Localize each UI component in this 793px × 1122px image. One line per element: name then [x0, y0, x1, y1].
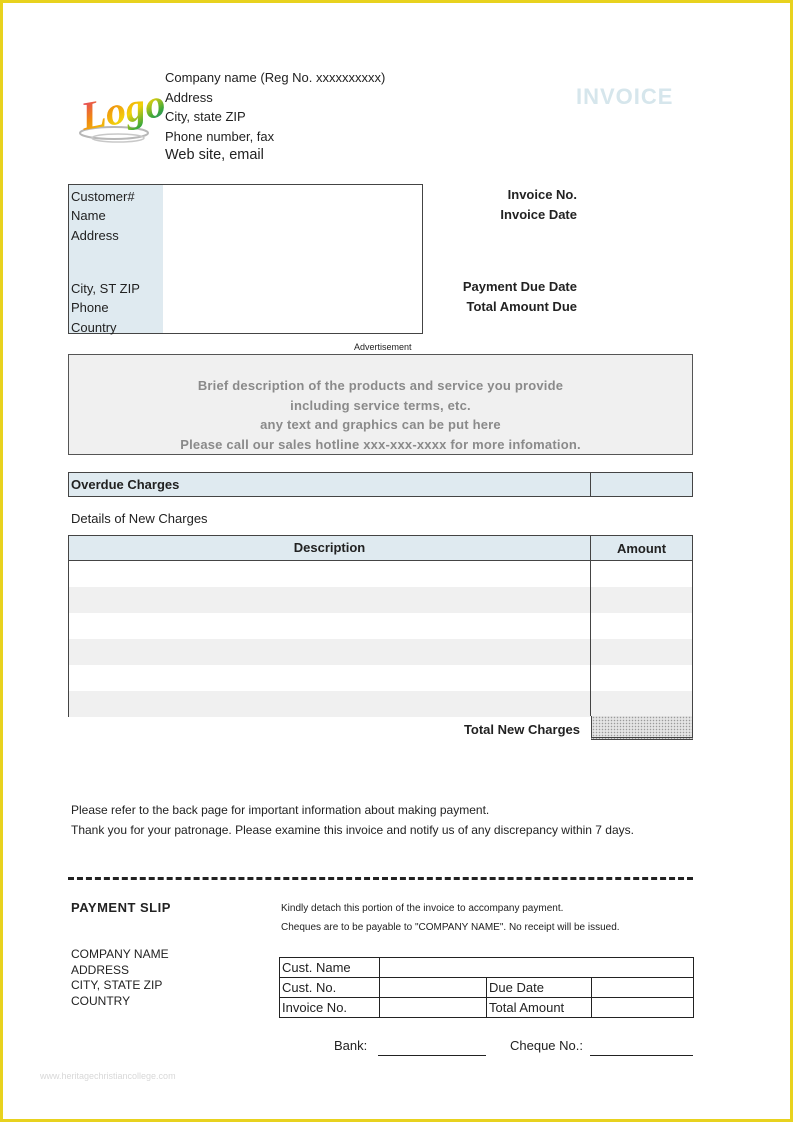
payment-due-date-label: Payment Due Date — [462, 279, 577, 294]
customer-name-label: Name — [71, 208, 106, 223]
table-row — [69, 613, 692, 639]
slip-instruction: Kindly detach this portion of the invoice to accompany payment. — [281, 903, 564, 914]
cust-no-field[interactable] — [380, 978, 487, 998]
customer-country-label: Country — [71, 320, 117, 335]
slip-company-country: COUNTRY — [71, 993, 131, 1008]
table-row — [69, 639, 692, 665]
customer-number-label: Customer# — [71, 189, 135, 204]
details-label: Details of New Charges — [71, 511, 208, 526]
cust-no-label: Cust. No. — [280, 978, 380, 998]
slip-company-city: CITY, STATE ZIP — [71, 978, 163, 992]
company-web: Web site, email — [165, 147, 264, 163]
advert-line: any text and graphics can be put here — [260, 417, 501, 432]
amount-header: Amount — [616, 541, 667, 556]
payment-note: Please refer to the back page for important information about making payment. — [71, 803, 490, 817]
table-row — [69, 587, 692, 613]
advertisement-box — [68, 354, 693, 455]
company-address: Address — [165, 89, 213, 105]
customer-phone-label: Phone — [71, 300, 109, 315]
charges-table — [68, 535, 693, 717]
table-row — [69, 561, 692, 587]
invoice-no-slip-label: Invoice No. — [280, 998, 380, 1018]
due-date-label: Due Date — [487, 978, 592, 998]
overdue-charges-label: Overdue Charges — [71, 477, 180, 492]
customer-city-label: City, ST ZIP — [71, 281, 140, 296]
slip-company-address: ADDRESS — [71, 962, 130, 977]
invoice-no-label: Invoice No. — [507, 187, 577, 202]
advertisement-label: Advertisement — [354, 342, 412, 352]
slip-instruction: Cheques are to be payable to "COMPANY NAME". No receipt will be issued. — [281, 922, 620, 933]
invoice-date-label: Invoice Date — [500, 207, 577, 222]
advert-line: including service terms, etc. — [290, 397, 471, 413]
company-name-line: Company name (Reg No. xxxxxxxxxx) — [165, 70, 386, 85]
payment-slip-title: PAYMENT SLIP — [71, 900, 171, 915]
watermark: www.heritagechristiancollege.com — [40, 1071, 176, 1081]
patronage-note: Thank you for your patronage. Please examine this invoice and notify us of any discrepancy within 7 days. — [71, 823, 634, 837]
slip-company-block — [71, 947, 169, 1009]
total-new-charges-label: Total New Charges — [463, 722, 580, 737]
column-divider — [590, 473, 591, 496]
invoice-no-field[interactable] — [380, 998, 487, 1018]
bank-line[interactable] — [378, 1055, 486, 1056]
total-amount-field[interactable] — [592, 998, 694, 1018]
cust-name-field[interactable] — [380, 958, 694, 978]
company-phone: Phone number, fax — [165, 128, 275, 144]
company-info — [165, 68, 385, 166]
overdue-charges-row — [68, 472, 693, 497]
detach-line — [68, 877, 693, 880]
customer-address-label: Address — [71, 228, 119, 243]
payment-slip-table — [279, 957, 694, 1018]
customer-info-box — [68, 184, 423, 334]
total-amount-label: Total Amount — [487, 998, 592, 1018]
slip-company-name: COMPANY NAME — [71, 947, 169, 961]
table-row — [69, 665, 692, 691]
company-logo — [76, 78, 169, 152]
total-amount-due-label: Total Amount Due — [466, 299, 577, 314]
company-city: City, state ZIP — [165, 109, 246, 124]
cheque-no-label: Cheque No.: — [510, 1038, 583, 1053]
invoice-title: INVOICE — [576, 84, 674, 109]
bank-label: Bank: — [334, 1038, 368, 1053]
advert-line: Brief description of the products and service you provide — [197, 378, 564, 393]
cust-name-label: Cust. Name — [280, 958, 380, 978]
svg-text:Logo: Logo — [77, 79, 169, 139]
table-row — [69, 691, 692, 717]
due-date-field[interactable] — [592, 978, 694, 998]
charges-table-header — [69, 536, 692, 561]
cheque-no-line[interactable] — [590, 1055, 693, 1056]
description-header: Description — [293, 540, 366, 555]
total-new-charges-cell — [591, 716, 693, 740]
advert-line: Please call our sales hotline xxx-xxx-xxxx for more infomation. — [180, 436, 581, 452]
column-divider — [590, 536, 591, 716]
